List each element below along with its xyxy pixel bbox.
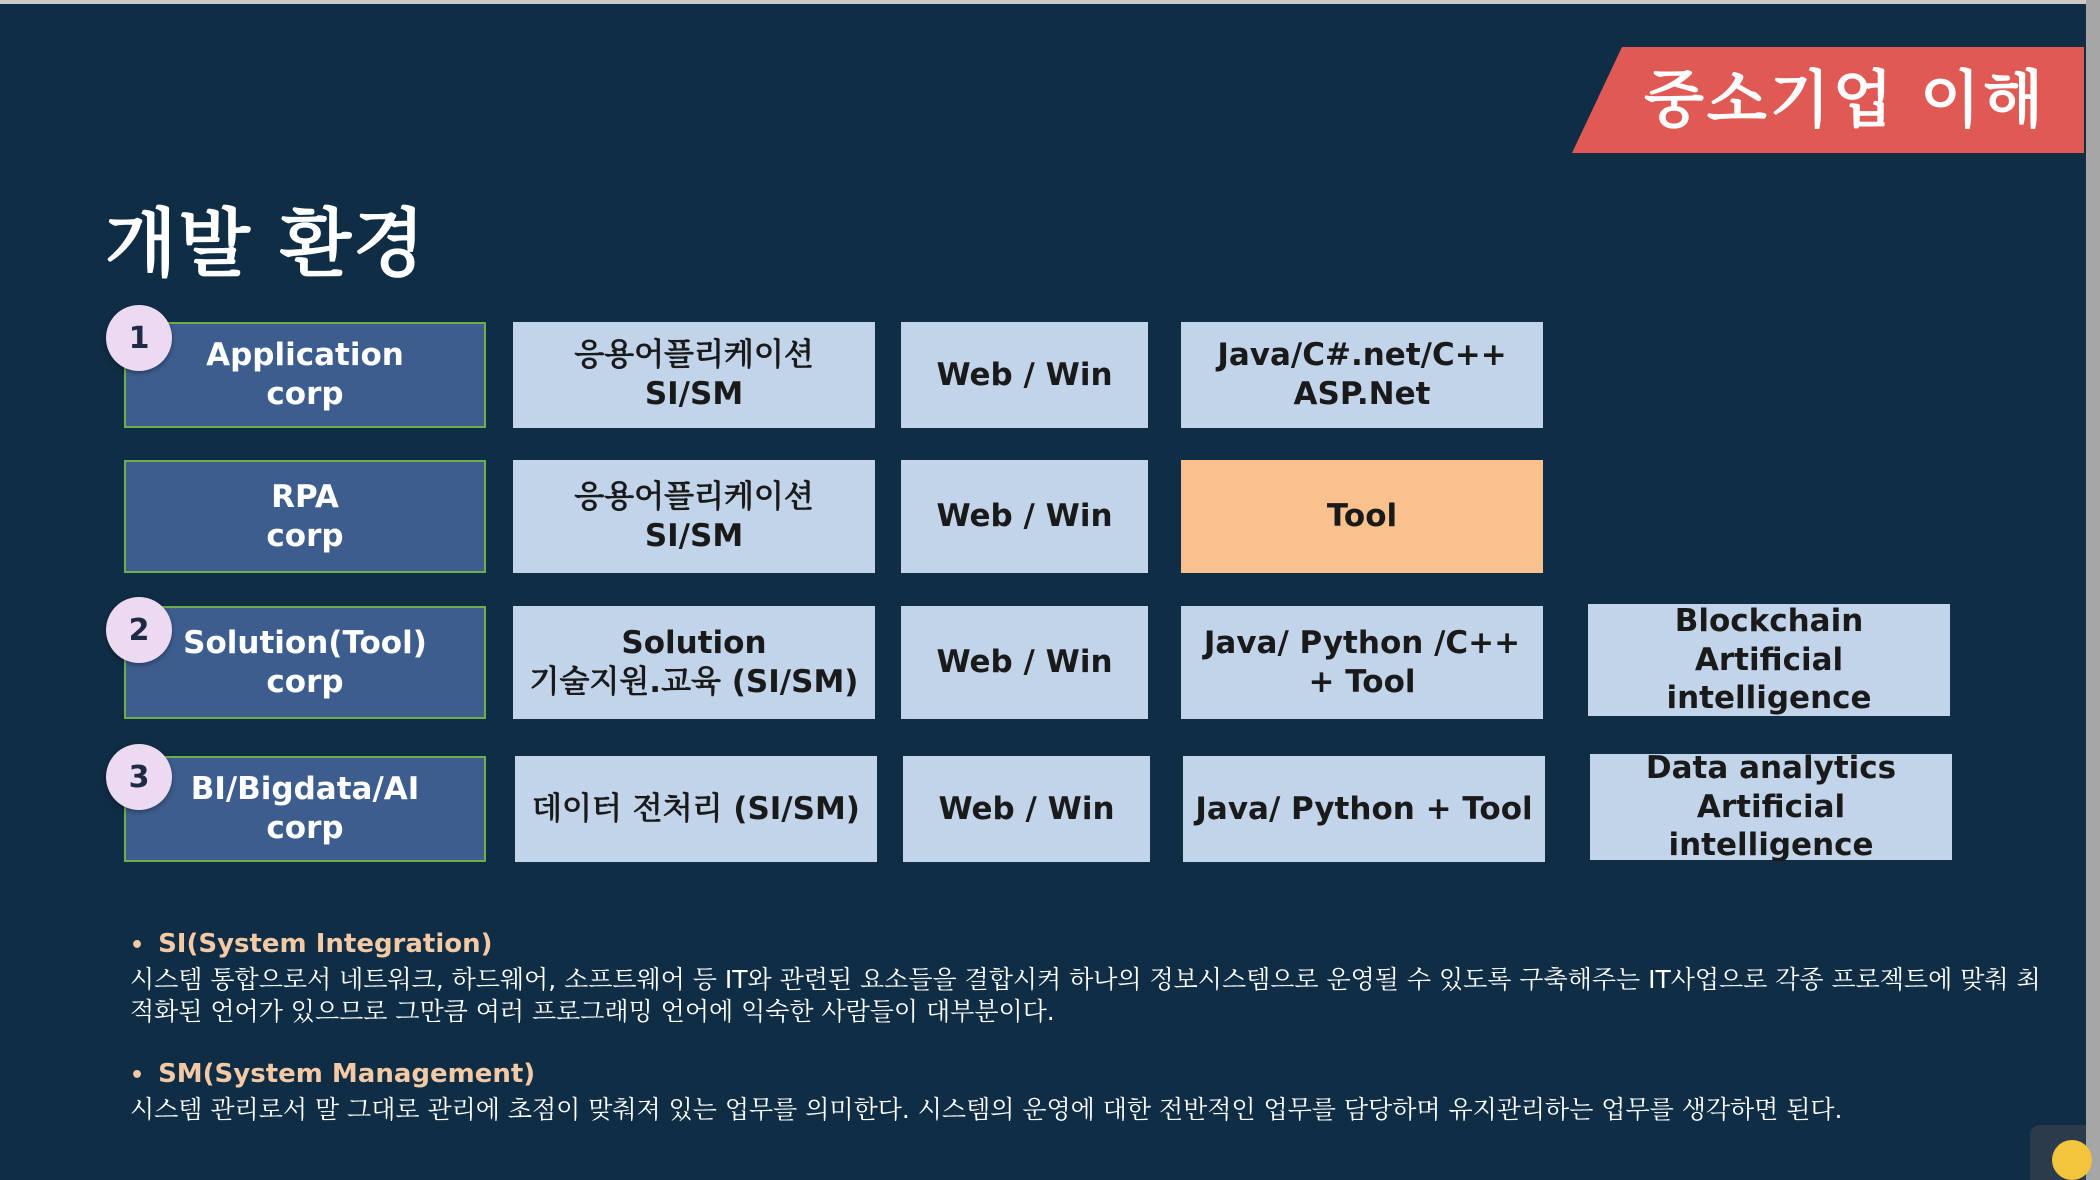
note-si-body: 시스템 통합으로서 네트워크, 하드웨어, 소프트웨어 등 IT와 관련된 요소들을 결합시켜 하나의 정보시스템으로 운영될 수 있도록 구축해주는 IT사업으로 각종 프로젝트에 맞춰 최적화된 언어가 있으므로 그만큼 여러 프로그래밍 언어에 익숙한 사람들이 대부분이다. <box>130 964 2041 1027</box>
language-cell-solution: Java/ Python /C++ + Tool <box>1181 606 1543 719</box>
number-badge-3: 3 <box>106 744 172 810</box>
platform-cell-bi-bigdata-ai: Web / Win <box>903 756 1150 862</box>
work-cell-application: 응용어플리케이션 SI/SM <box>513 322 875 428</box>
bullet-icon: • <box>130 933 145 958</box>
language-cell-application: Java/C#.net/C++ ASP.Net <box>1181 322 1543 428</box>
number-badge-2: 2 <box>106 597 172 663</box>
corp-cell-application: Application corp <box>124 322 486 428</box>
language-cell-bi-bigdata-ai: Java/ Python + Tool <box>1183 756 1545 862</box>
platform-cell-solution: Web / Win <box>901 606 1148 719</box>
note-sm-body: 시스템 관리로서 말 그대로 관리에 초점이 맞춰져 있는 업무를 의미한다. 시스템의 운영에 대한 전반적인 업무를 담당하며 유지관리하는 업무를 생각하면 된다. <box>130 1094 1843 1124</box>
note-sm-title <box>130 1058 2060 1092</box>
work-cell-bi-bigdata-ai: 데이터 전처리 (SI/SM) <box>515 756 877 862</box>
language-cell-rpa: Tool <box>1181 460 1543 573</box>
corp-cell-solution: Solution(Tool) corp <box>124 606 486 719</box>
corp-cell-bi-bigdata-ai: BI/Bigdata/AI corp <box>124 756 486 862</box>
page-title: 개발 환경 <box>105 201 427 287</box>
top-border <box>0 0 2100 4</box>
corp-cell-rpa: RPA corp <box>124 460 486 573</box>
note-sm <box>130 1058 2060 1126</box>
mascot-icon[interactable] <box>2052 1140 2092 1180</box>
note-si-title-text: SI(System Integration) <box>158 929 493 959</box>
platform-cell-rpa: Web / Win <box>901 460 1148 573</box>
extra-cell-solution: Blockchain Artificial intelligence <box>1588 604 1950 716</box>
work-cell-solution: Solution 기술지원.교육 (SI/SM) <box>513 606 875 719</box>
platform-cell-application: Web / Win <box>901 322 1148 428</box>
bullet-icon: • <box>130 1063 145 1088</box>
section-badge-label: 중소기업 이해 <box>1644 63 2046 136</box>
number-badge-1: 1 <box>106 305 172 371</box>
note-sm-title-text: SM(System Management) <box>158 1059 536 1089</box>
extra-cell-bi-bigdata-ai: Data analytics Artificial intelligence <box>1590 754 1952 860</box>
window-scrollbar[interactable] <box>2086 0 2100 1180</box>
work-cell-rpa: 응용어플리케이션 SI/SM <box>513 460 875 573</box>
note-si <box>130 928 2060 1029</box>
note-si-title <box>130 928 2060 962</box>
